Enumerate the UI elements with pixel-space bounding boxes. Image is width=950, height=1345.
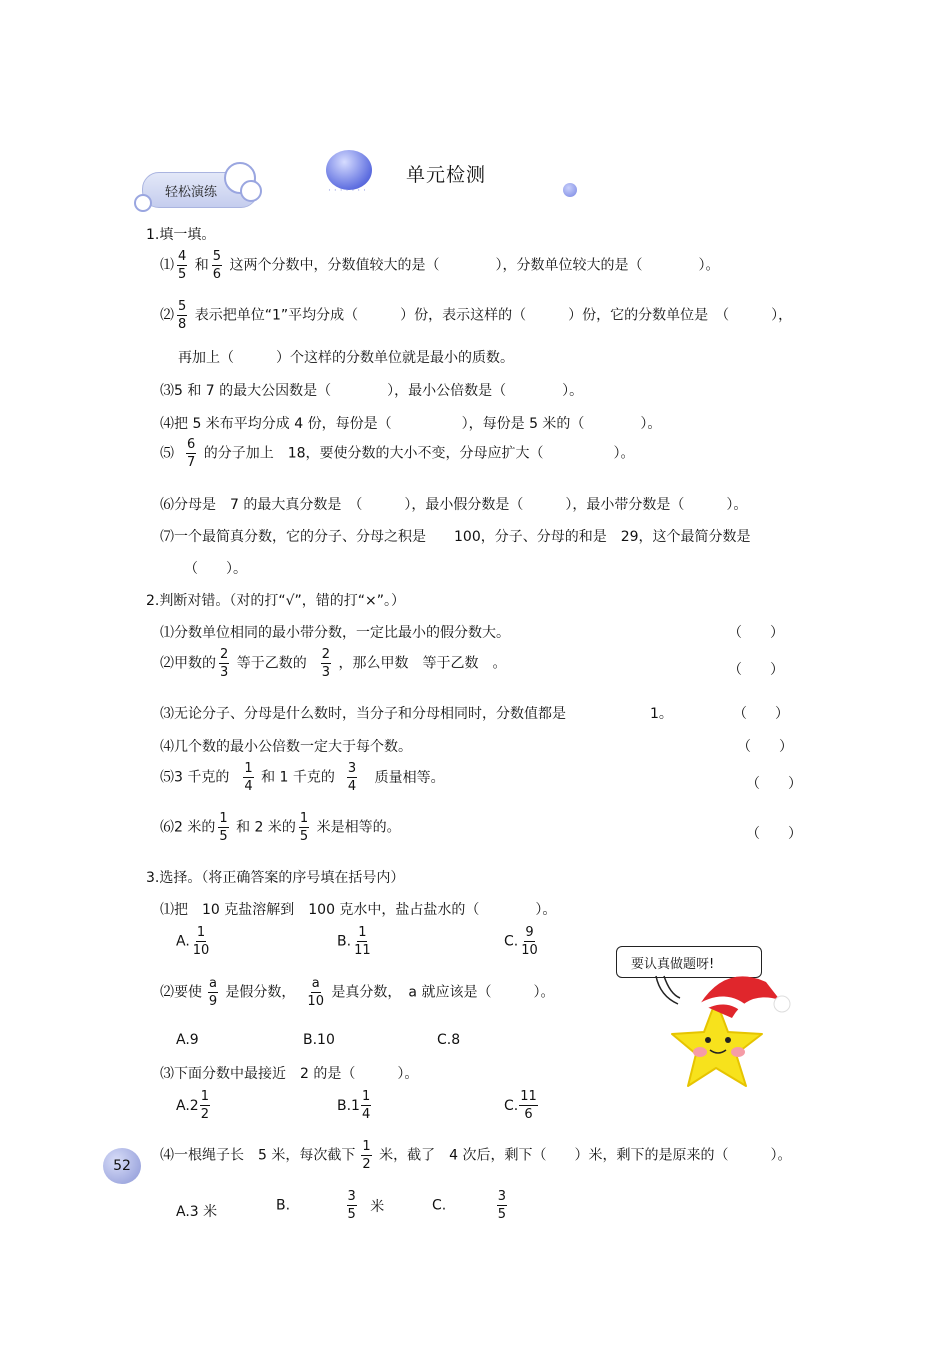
mascot-star-icon: [648, 960, 798, 1100]
fraction: $\frac{2}{3}$: [220, 647, 229, 680]
s3-q1-option-c[interactable]: C. $\frac{9}{10}$: [504, 925, 538, 958]
answer-bracket[interactable]: （ ）: [728, 625, 784, 641]
s2-q1: ⑴分数单位相同的最小带分数，一定比最小的假分数大。: [160, 625, 510, 641]
fraction: $\frac{3}{4}$: [347, 761, 357, 794]
section3-heading: 3.选择。（将正确答案的序号填在括号内）: [146, 870, 405, 886]
s3-q1-option-b[interactable]: B. $\frac{1}{11}$: [337, 925, 371, 958]
s3-q3: ⑶下面分数中最接近 2 的是（ ）。: [160, 1066, 419, 1082]
s2-q6: ⑹2 米的 $\frac{1}{5}$ 和 2 米的 $\frac{1}{5}$ 米是相等的。: [160, 811, 401, 844]
fraction: $\frac{9}{10}$: [521, 925, 538, 958]
s3-q1: ⑴把 10 克盐溶解到 100 克水中，盐占盐水的（ ）。: [160, 902, 557, 918]
badge-label: 轻松演练: [165, 185, 218, 200]
s1-q6: ⑹分母是 7 的最大真分数是 （ ），最小假分数是（ ），最小带分数是（ ）。: [160, 497, 748, 513]
section2-heading: 2.判断对错。（对的打“√”，错的打“×”。）: [146, 593, 406, 609]
s3-q3-option-c[interactable]: C. 11 6: [504, 1089, 537, 1122]
answer-bracket[interactable]: （ ）: [733, 706, 789, 722]
s1-q2: ⑵ $\frac{5}{8}$ 表示把单位“1”平均分成（ ）份，表示这样的（ ）份，它的分数单位是 （ ），: [160, 299, 793, 332]
decor-ball: [326, 150, 372, 190]
page-number: 52: [103, 1148, 141, 1184]
page-title: 单元检测: [406, 164, 487, 186]
s2-q4: ⑷几个数的最小公倍数一定大于每个数。: [160, 739, 412, 755]
s3-q2-option-a[interactable]: A.9: [176, 1032, 199, 1048]
fraction: 1 4: [361, 1089, 371, 1122]
s1-q5: ⑸ $\frac{6}{7}$ 的分子加上 18，要使分数的大小不变，分母应扩大（ ）。: [160, 437, 635, 470]
s1-q1: ⑴ $\frac{4}{5}$ 和 $\frac{5}{6}$ 这两个分数中，分数值较大的是（ ），分数单位较大的是（ ）。: [160, 249, 720, 282]
decor-ring: [240, 180, 262, 202]
fraction: $\frac{3}{5}$: [347, 1189, 356, 1222]
s1-q7: ⑺一个最简真分数，它的分子、分母之积是 100，分子、分母的和是 29，这个最简分数是: [160, 529, 751, 545]
fraction: $\frac{5}{6}$: [212, 249, 222, 282]
fraction: $\frac{1}{10}$: [192, 925, 210, 958]
s2-q3-value: 1。: [650, 706, 673, 722]
s3-q1-option-a[interactable]: A. $\frac{1}{10}$: [176, 925, 210, 958]
fraction: 1 2: [200, 1089, 209, 1122]
s1-q3: ⑶5 和 7 的最大公因数是（ ），最小公倍数是（ ）。: [160, 383, 584, 399]
bubble-text: 要认真做题呀!: [631, 957, 715, 972]
s1-q4: ⑷把 5 米布平均分成 4 份，每份是（ ），每份是 5 米的（ ）。: [160, 416, 662, 432]
s3-q4-option-a[interactable]: A.3 米: [176, 1204, 218, 1220]
s3-q4: ⑷一根绳子长 5 米，每次截下 $\frac{1}{2}$ 米，截了 4 次后，剩下（ ）米，剩下的是原来的（ ）。: [160, 1139, 792, 1172]
decor-ball-small: [563, 183, 577, 197]
s3-q3-option-b[interactable]: B.1 1 4: [337, 1089, 371, 1122]
s2-q2: ⑵甲数的 $\frac{2}{3}$ 等于乙数的 $\frac{2}{3}$ ，那么甲数 等于乙数 。: [160, 647, 507, 680]
fraction: 11 6: [520, 1089, 537, 1122]
decor-dots: ·······: [328, 186, 370, 196]
fraction: $\frac{1}{4}$: [244, 761, 253, 794]
answer-bracket[interactable]: （ ）: [746, 826, 802, 842]
fraction: $\frac{1}{2}$: [362, 1139, 371, 1172]
s3-q4-option-b[interactable]: B. $\frac{3}{5}$ 米: [276, 1189, 385, 1222]
fraction: $\frac{6}{7}$: [187, 437, 196, 470]
section1-heading: 1.填一填。: [146, 227, 216, 243]
s1-q7-cont: （ ）。: [184, 561, 247, 577]
fraction: $\frac{1}{5}$: [299, 811, 309, 844]
s3-q4-option-c[interactable]: C. $\frac{3}{5}$: [432, 1189, 506, 1222]
s3-q2-option-b[interactable]: B.10: [303, 1032, 335, 1048]
fraction: $\frac{4}{5}$: [178, 249, 187, 282]
s2-q5: ⑸3 千克的 $\frac{1}{4}$ 和 1 千克的 $\frac{3}{4}$ 质量相等。: [160, 761, 445, 794]
fraction: $\frac{5}{8}$: [178, 299, 187, 332]
fraction: $\frac{a}{10}$: [307, 976, 324, 1009]
fraction: $\frac{2}{3}$: [321, 647, 331, 680]
fraction: $\frac{1}{5}$: [219, 811, 228, 844]
answer-bracket[interactable]: （ ）: [746, 776, 802, 792]
answer-bracket[interactable]: （ ）: [737, 739, 793, 755]
fraction: $\frac{3}{5}$: [497, 1189, 506, 1222]
s2-q3: ⑶无论分子、分母是什么数时，当分子和分母相同时，分数值都是: [160, 706, 566, 722]
fraction: $\frac{1}{11}$: [354, 925, 371, 958]
decor-ring: [134, 194, 152, 212]
s1-q2-cont: 再加上（ ）个这样的分数单位就是最小的质数。: [178, 350, 514, 366]
fraction: $\frac{a}{9}$: [208, 976, 218, 1009]
s3-q2: ⑵要使 $\frac{a}{9}$ 是假分数， $\frac{a}{10}$ 是真分数， a 就应该是（ ）。: [160, 976, 555, 1009]
s3-q2-option-c[interactable]: C.8: [437, 1032, 461, 1048]
answer-bracket[interactable]: （ ）: [728, 662, 784, 678]
s3-q3-option-a[interactable]: A.2 1 2: [176, 1089, 209, 1122]
